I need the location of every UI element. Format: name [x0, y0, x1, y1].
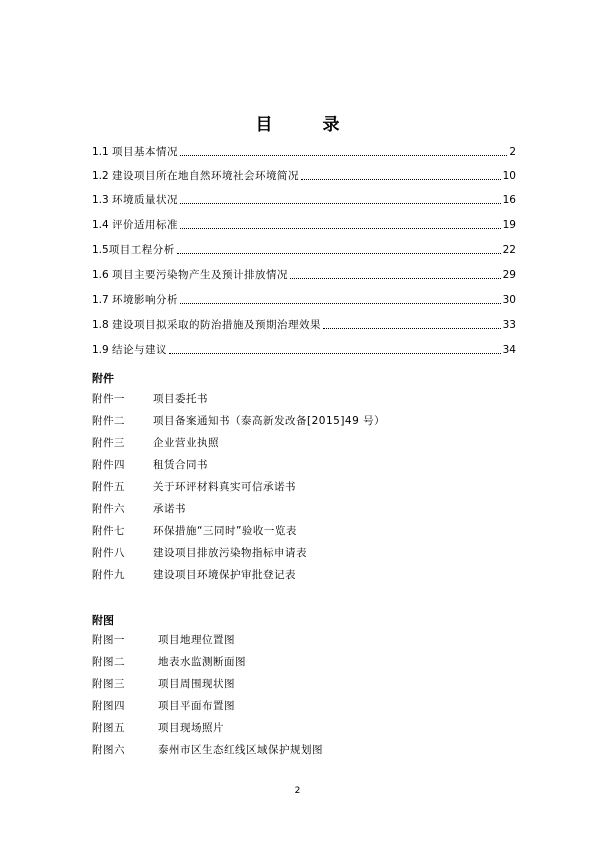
figure-title: 项目平面布置图	[158, 700, 235, 712]
attachment-item[interactable]	[92, 523, 297, 539]
figure-item[interactable]	[92, 632, 235, 648]
toc-leader-dots	[180, 154, 507, 156]
toc-entry-title: 项目工程分析	[108, 244, 175, 256]
toc-entry-page: 2	[509, 146, 516, 158]
attachment-title: 项目委托书	[153, 393, 208, 405]
attachment-label: 附件一	[92, 393, 125, 405]
toc-leader-dots	[169, 352, 501, 354]
attachment-title: 环保措施“三同时”验收一览表	[153, 525, 297, 537]
attachment-label: 附件二	[92, 415, 125, 427]
attachment-title: 企业营业执照	[153, 437, 219, 449]
toc-entry[interactable]	[92, 216, 516, 232]
toc-entry-title: 建设项目所在地自然环境社会环境简况	[112, 170, 300, 182]
attachment-label: 附件五	[92, 481, 125, 493]
figure-title: 项目地理位置图	[158, 634, 235, 646]
toc-entry-number: 1.1	[92, 146, 113, 158]
toc-entry[interactable]	[92, 241, 516, 257]
attachment-title: 建设项目排放污染物指标申请表	[153, 547, 307, 559]
toc-entry-page: 29	[502, 269, 516, 281]
toc-entry[interactable]	[92, 266, 516, 282]
attachment-label: 附件九	[92, 569, 125, 581]
toc-entry[interactable]	[92, 191, 516, 207]
figure-item[interactable]	[92, 698, 235, 714]
toc-leader-dots	[290, 277, 501, 279]
toc-entry-number: 1.3	[92, 194, 113, 206]
toc-leader-dots	[323, 327, 501, 329]
toc-entry-title: 环境影响分析	[112, 294, 179, 306]
figure-title: 泰州市区生态红线区域保护规划图	[158, 744, 323, 756]
attachment-label: 附件八	[92, 547, 125, 559]
toc-entry-number: 1.8	[92, 319, 113, 331]
attachment-label: 附件四	[92, 459, 125, 471]
figure-title: 项目现场照片	[158, 722, 224, 734]
figures-heading: 附图	[92, 614, 114, 627]
figure-label: 附图三	[92, 678, 125, 690]
attachment-item[interactable]	[92, 501, 186, 517]
toc-entry-page: 16	[502, 194, 516, 206]
figure-item[interactable]	[92, 654, 246, 670]
attachment-item[interactable]	[92, 413, 385, 429]
attachment-label: 附件七	[92, 525, 125, 537]
toc-entry-page: 34	[502, 344, 516, 356]
toc-entry-title: 环境质量状况	[112, 194, 179, 206]
toc-entry-title: 评价适用标准	[112, 219, 179, 231]
figure-title: 项目周围现状图	[158, 678, 235, 690]
attachment-title: 承诺书	[153, 503, 186, 515]
toc-leader-dots	[180, 227, 501, 229]
attachment-label: 附件三	[92, 437, 125, 449]
attachment-title: 租赁合同书	[153, 459, 208, 471]
toc-entry-page: 22	[502, 244, 516, 256]
figure-item[interactable]	[92, 720, 224, 736]
toc-entry-number: 1.5	[92, 244, 109, 256]
toc-entry-page: 10	[502, 170, 516, 182]
toc-entry-page: 33	[502, 319, 516, 331]
figure-label: 附图二	[92, 656, 125, 668]
attachment-item[interactable]	[92, 391, 208, 407]
attachment-item[interactable]	[92, 435, 219, 451]
toc-leader-dots	[180, 302, 501, 304]
figure-title: 地表水监测断面图	[158, 656, 246, 668]
toc-entry-title: 项目基本情况	[112, 146, 179, 158]
attachment-title: 关于环评材料真实可信承诺书	[153, 481, 296, 493]
toc-entry-title: 结论与建议	[112, 344, 168, 356]
figure-label: 附图五	[92, 722, 125, 734]
attachment-label: 附件六	[92, 503, 125, 515]
attachment-title: 项目备案通知书（泰高新发改备[2015]49 号）	[153, 415, 386, 427]
toc-entry[interactable]	[92, 316, 516, 332]
figure-label: 附图四	[92, 700, 125, 712]
attachments-heading: 附件	[92, 372, 114, 385]
toc-entry-number: 1.2	[92, 170, 113, 182]
toc-entry-title: 项目主要污染物产生及预计排放情况	[112, 269, 289, 281]
figure-item[interactable]	[92, 676, 235, 692]
toc-leader-dots	[177, 252, 501, 254]
attachment-item[interactable]	[92, 567, 296, 583]
attachment-item[interactable]	[92, 457, 208, 473]
toc-leader-dots	[301, 178, 501, 180]
attachment-title: 建设项目环境保护审批登记表	[153, 569, 296, 581]
toc-entry-number: 1.6	[92, 269, 113, 281]
attachment-item[interactable]	[92, 479, 296, 495]
figure-label: 附图一	[92, 634, 125, 646]
toc-entry[interactable]	[92, 341, 516, 357]
toc-entry-page: 30	[502, 294, 516, 306]
attachment-item[interactable]	[92, 545, 307, 561]
toc-entry-number: 1.7	[92, 294, 113, 306]
toc-entry[interactable]	[92, 143, 516, 159]
figure-item[interactable]	[92, 742, 323, 758]
toc-entry-number: 1.9	[92, 344, 113, 356]
page-title: 目 录	[255, 115, 362, 135]
page-number: 2	[294, 786, 301, 796]
toc-entry[interactable]	[92, 167, 516, 183]
toc-entry-number: 1.4	[92, 219, 113, 231]
toc-leader-dots	[180, 202, 501, 204]
figure-label: 附图六	[92, 744, 125, 756]
toc-entry-page: 19	[502, 219, 516, 231]
toc-entry[interactable]	[92, 291, 516, 307]
toc-entry-title: 建设项目拟采取的防治措施及预期治理效果	[112, 319, 322, 331]
